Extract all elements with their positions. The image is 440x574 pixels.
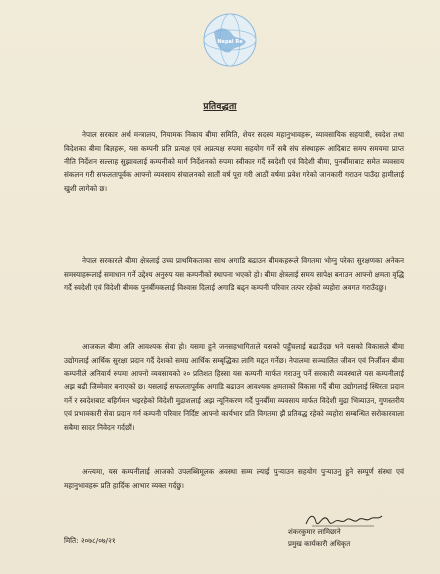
signer-title: प्रमुख कार्यकारी अधिकृत bbox=[288, 540, 351, 548]
paragraph: अन्त्यमा, यस कम्पनीलाई आजको उपलब्धिमूलक अवस्था सम्म ल्याई पुऱ्याउन सहयोग पुऱ्याउनु हुने सम्पूर्ण संस्था एवं महानुभावहरू प्रति हार्दिक आभार व्यक्त गर्दछु। bbox=[64, 467, 404, 490]
signer-name: शंकरकुमार लामिछाने bbox=[288, 528, 341, 536]
paragraph: नेपाल सरकारले बीमा क्षेत्रलाई उच्च प्राथमिकताका साथ अगाडि बढाउन बीमकहरूले विगतमा भोग्नु परेका सुरक्षणका अनेकन समस्याहरूलाई समाधान गर्ने उद्देश्य अनुरुप यस कम्पनीको स्थापना भएको हो। बीमा क्षेत्रलाई समय सापेक्ष बनाउन आफ्नो क्षमता वृद्धि गर्दै स्वदेशी एवं विदेशी बीमक पुनर्बीमकलाई विश्वास दिलाई अगाडि बढ्न कम्पनी परिवार तत्पर रहेको व्यहोरा अवगत गराउँदछु। bbox=[64, 256, 404, 292]
document-date: मिति: २०७८/०७/२१ bbox=[64, 536, 116, 545]
signature bbox=[304, 510, 384, 530]
globe-logo-icon bbox=[202, 12, 258, 68]
document-title: प्रतिवद्धता bbox=[203, 102, 237, 112]
paragraph: आजकल बीमा अति आवश्यक सेवा हो। यसमा हुने जनसहभागिताले यसको पहुँचलाई बढाउँदछ भने यसको विकासले बीमा उद्योगलाई आर्थिक सुरक्षा प्रदान गर्दै देशको समग्र आर्थिक सम्बृद्धिका लागि मद्दत गर्नेछ। नेपालमा सञ्चालित जीवन एवं निर्जीवन बीमा कम्पनीले अनिवार्य रुपमा आफ्नो व्यवसायको २० प्रतिशत हिस्सा यस कम्पनी मार्फत गराउनु पर्ने सरकारी व्यवस्थाले यस कम्पनीलाई अझ बढी जिम्मेवार बनाएको छ। यसलाई सफलतापूर्वक अगाडि बढाउन आवश्यक क्षमताको विकास गर्दै बीमा उद्योगलाई स्थिरता प्रदान गर्ने र स्वदेशबाट बहिर्गमन भइरहेको विदेशी मुद्राशलाई अझ न्यूनिकरण गर्दै पुनर्बीमा व्यवसाय मार्फत विदेशी मुद्रा भित्र्याउन, गुणस्तरीय एवं प्रभावकारी सेवा प्रदान गर्न कम्पनी परिवार निर्दिष्ट आफ्नो कार्यभार प्रति विगतमा झैं प्रतिवद्ध रहेको व्यहोरा सम्बन्धित सरोकारवाला सबैमा सादर निवेदन गर्दछौं। bbox=[64, 342, 404, 432]
paragraph: नेपाल सरकार अर्थ मन्त्रालय, नियामक निकाय बीमा समिति, शेयर सदस्य महानुभावहरू, व्यावसायिक सहयात्री, स्वदेश तथा विदेशका बीमा बिज्ञहरू, यस कम्पनी प्रति प्रत्यक्ष एवं अप्रत्यक्ष रुपमा सहयोग गर्ने सबै संघ संस्थाहरू आदिबाट समय समयमा प्राप्त नीति निर्देशन सल्लाह सुझावलाई कम्पनीको मार्ग निर्देशनको रुपमा स्वीकार गर्दै स्वदेशी एवं विदेशी बीमा, पुनर्बीमाबाट समेत व्यवसाय संकलन गरी सफलतापूर्वक आफ्नो व्यवसाय संचालनको सातौं वर्ष पूरा गरी आठौं वर्षमा प्रवेश गरेको जानकारी गराउन पाउँदा हामीलाई खुशी लागेको छ। bbox=[64, 130, 404, 193]
logo-text: Nepal Re bbox=[217, 39, 243, 45]
